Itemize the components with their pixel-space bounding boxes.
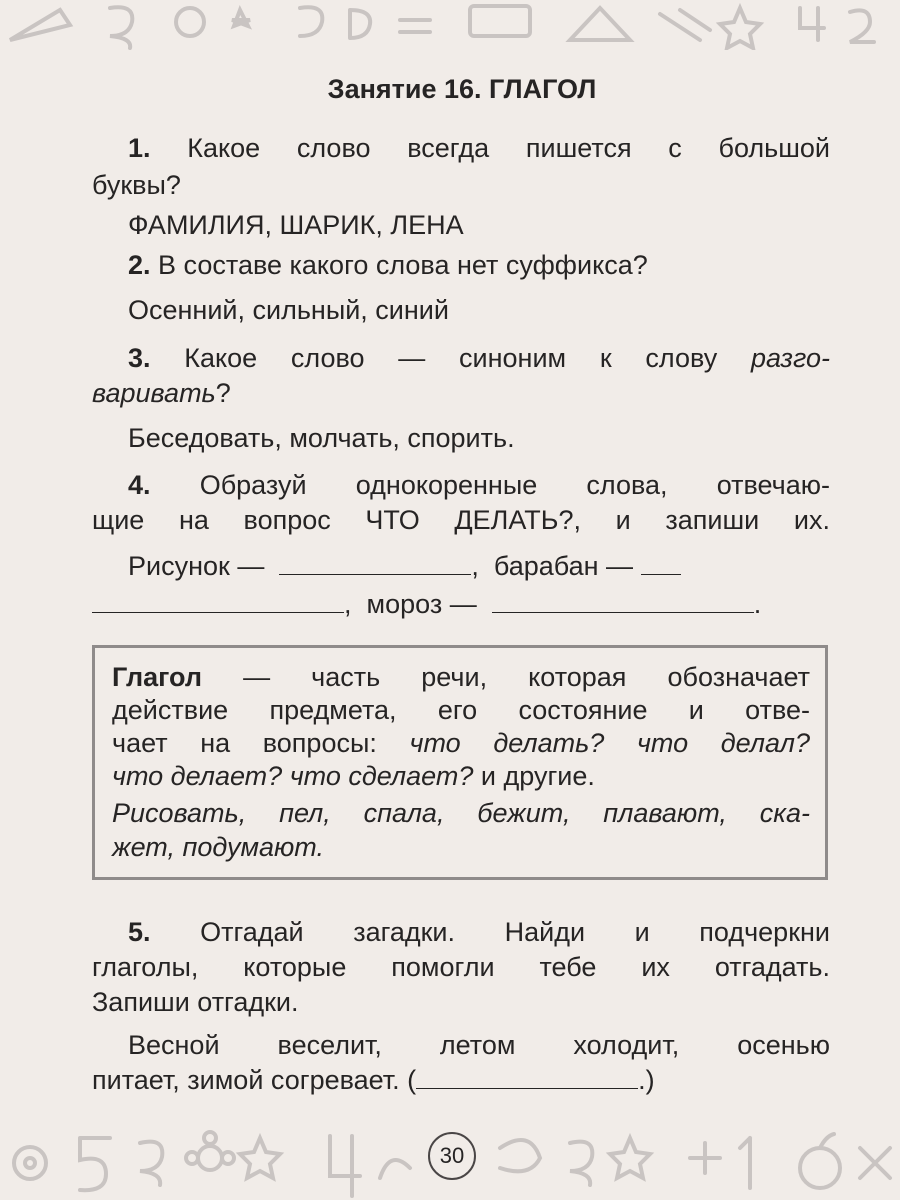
rule-example-2: жет, подумают. (112, 832, 324, 862)
task1-question-cont: буквы? (92, 170, 181, 200)
page-number: 30 (428, 1132, 476, 1180)
rule-line-1: Глагол — часть речи, которая обозначает (112, 662, 810, 692)
task2-question: 2. В составе какого слова нет суффикса? (128, 250, 648, 280)
riddle-line-1: Весной веселит, летом холодит, осенью (128, 1030, 830, 1060)
task3-question: 3. Какое слово — синоним к слову разго- (128, 343, 830, 373)
answer-blank-3[interactable] (492, 590, 754, 613)
task5-question-cont2: Запиши отгадки. (92, 987, 299, 1017)
task4-question: 4. Образуй однокоренные слова, отвечаю- (128, 470, 830, 500)
lesson-title: Занятие 16. ГЛАГОЛ (327, 74, 597, 104)
task1-question: 1. Какое слово всегда пишется с большой (128, 133, 830, 163)
task1-options: ФАМИЛИЯ, ШАРИК, ЛЕНА (128, 210, 464, 240)
answer-blank-2-cont[interactable] (92, 590, 344, 613)
decorative-header-doodles (0, 0, 900, 50)
task4-answer-row1: Рисунок — , барабан — (128, 550, 681, 582)
task5-question: 5. Отгадай загадки. Найди и подчеркни (128, 917, 830, 947)
rule-line-2: действие предмета, его состояние и отве- (112, 695, 810, 725)
task5-question-cont: глаголы, которые помогли тебе их отгадать. (92, 952, 830, 982)
task3-question-cont: варивать? (92, 378, 231, 408)
task4-question-cont: щие на вопрос ЧТО ДЕЛАТЬ?, и запиши их. (92, 505, 830, 535)
riddle-line-2: питает, зимой согревает. ( .) (92, 1065, 655, 1095)
rule-example-1: Рисовать, пел, спала, бежит, плавают, ска- (112, 798, 810, 828)
riddle-answer-blank[interactable] (416, 1066, 638, 1089)
task3-options: Беседовать, молчать, спорить. (128, 423, 515, 453)
rule-line-3: чает на вопросы: что делать? что делал? (112, 728, 810, 758)
task4-answer-row2: , мороз — . (92, 588, 761, 620)
answer-blank-1[interactable] (279, 552, 471, 575)
task2-options: Осенний, сильный, синий (128, 295, 449, 325)
rule-line-4: что делает? что сделает? и другие. (112, 761, 595, 791)
answer-blank-2[interactable] (641, 552, 681, 575)
